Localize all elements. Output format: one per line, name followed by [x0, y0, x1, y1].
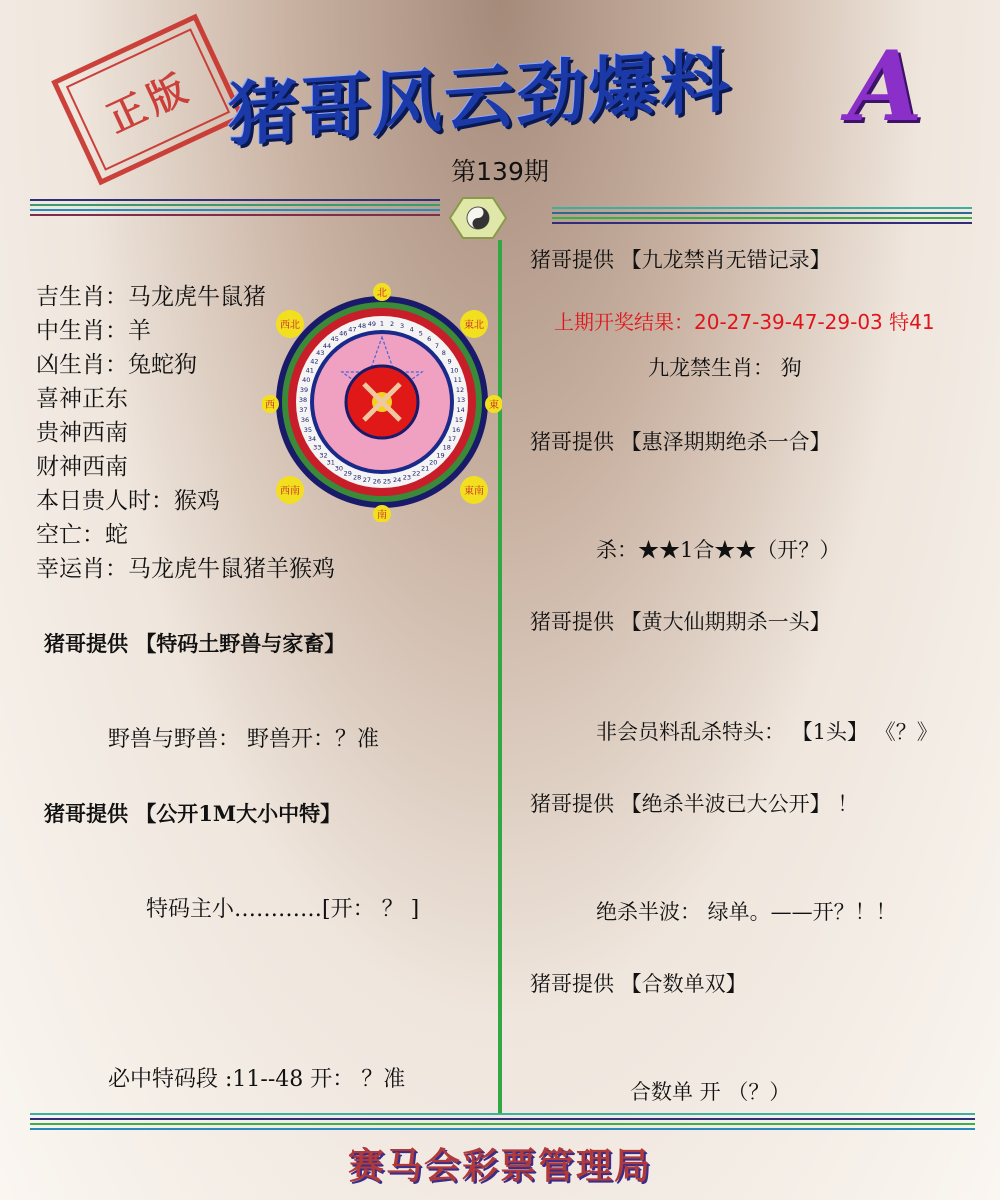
section-value: 野兽与野兽： 野兽开：？准	[108, 727, 379, 752]
wheel-number: 21	[420, 464, 430, 473]
wheel-number: 32	[319, 451, 328, 460]
wheel-number: 28	[352, 473, 362, 482]
section-header: 猪哥提供 【公开1M大小中特】	[44, 801, 342, 826]
wheel-number: 12	[455, 385, 465, 394]
wheel-number: 10	[450, 366, 459, 375]
wheel-number: 2	[390, 320, 395, 329]
wheel-number: 44	[322, 341, 332, 350]
section-header: 猪哥提供 【九龙禁肖无错记录】	[530, 248, 831, 272]
wheel-number: 14	[456, 406, 465, 415]
section-value: 合数单 开 （？）	[630, 1080, 791, 1104]
section-value: 必中特码段 :11--48 开： ？准	[108, 1067, 406, 1092]
zodiac-line: 凶生肖：兔蛇狗	[36, 352, 197, 378]
authentic-stamp: 正版	[51, 14, 245, 186]
wheel-number: 15	[454, 416, 464, 425]
wheel-number: 13	[456, 395, 466, 404]
wheel-number: 36	[300, 416, 310, 425]
wheel-number: 33	[313, 443, 322, 452]
direction-label: 西北	[280, 320, 300, 331]
wheel-number: 24	[392, 476, 402, 485]
wheel-number: 35	[303, 425, 313, 434]
wheel-number: 39	[299, 385, 309, 394]
direction-label: 西	[265, 400, 275, 411]
wheel-number: 34	[307, 435, 317, 444]
issue-number: 第139期	[451, 157, 549, 186]
section-header: 猪哥提供 【特码土野兽与家畜】	[44, 631, 346, 656]
zodiac-line: 中生肖：羊	[36, 318, 151, 344]
wheel-number: 46	[339, 329, 348, 338]
direction-label: 東南	[464, 486, 484, 497]
section-value: 特码主小…………[开： ？ ]	[146, 897, 420, 922]
wheel-number: 26	[372, 477, 382, 486]
top-right-divider	[552, 204, 972, 230]
wheel-number: 31	[326, 458, 335, 467]
wheel-number: 49	[367, 320, 377, 329]
section-value: 绝杀半波： 绿单。——开？！！	[596, 900, 897, 924]
bagua-icon	[448, 196, 508, 240]
wheel-number: 48	[357, 322, 367, 331]
last-draw-result: 上期开奖结果：20-27-39-47-29-03 特41	[554, 310, 935, 334]
edition-letter: A	[848, 30, 923, 143]
wheel-number: 7	[434, 341, 440, 350]
zodiac-line: 财神西南	[36, 454, 128, 480]
wheel-number: 1	[379, 319, 385, 328]
wheel-number: 19	[436, 451, 445, 460]
wheel-number: 37	[299, 406, 308, 415]
wheel-number: 42	[310, 357, 319, 366]
wheel-number: 22	[412, 469, 421, 478]
footer-organization: 赛马会彩票管理局	[347, 1146, 652, 1187]
wheel-number: 18	[442, 443, 451, 452]
direction-label: 南	[377, 510, 387, 521]
section-header: 猪哥提供 【惠泽期期绝杀一合】	[530, 430, 831, 454]
wheel-number: 30	[334, 464, 344, 473]
direction-label: 北	[377, 288, 387, 299]
wheel-number: 45	[330, 335, 339, 344]
section-value: 杀：★★1合★★（开？）	[596, 538, 841, 562]
wheel-number: 4	[409, 325, 414, 334]
section-value: 九龙禁生肖： 狗	[648, 356, 802, 380]
zodiac-line: 本日贵人时：猴鸡	[36, 488, 220, 514]
bottom-divider	[30, 1110, 975, 1136]
wheel-number: 41	[305, 366, 314, 375]
section-header: 猪哥提供 【合数单双】	[530, 972, 747, 996]
zodiac-line: 空亡：蛇	[36, 522, 128, 548]
page-title: 猪哥风云劲爆料	[228, 39, 732, 157]
wheel-number: 11	[453, 376, 462, 385]
section-header: 猪哥提供 【黄大仙期期杀一头】	[530, 610, 831, 634]
wheel-number: 23	[402, 473, 412, 482]
wheel-number: 38	[298, 395, 308, 404]
wheel-number: 20	[429, 458, 438, 467]
direction-label: 東北	[464, 320, 484, 331]
zodiac-line: 喜神正东	[36, 386, 128, 412]
wheel-number: 6	[427, 335, 432, 344]
wheel-number: 5	[418, 329, 423, 338]
wheel-number: 47	[348, 325, 357, 334]
zodiac-line: 吉生肖：马龙虎牛鼠猪	[36, 284, 266, 310]
wheel-number: 17	[447, 435, 457, 444]
wheel-number: 29	[343, 469, 352, 478]
wheel-number: 40	[302, 376, 311, 385]
wheel-number: 43	[316, 349, 325, 358]
section-value: 非会员料乱杀特头： 【1头】 《？》	[596, 720, 938, 744]
wheel-number: 9	[447, 357, 452, 366]
direction-label: 西南	[280, 486, 300, 497]
direction-label: 東	[489, 400, 499, 411]
section-header: 猪哥提供 【绝杀半波已大公开】 ！	[530, 792, 859, 816]
wheel-number: 25	[382, 477, 392, 486]
top-left-divider	[30, 196, 440, 222]
wheel-number: 8	[441, 349, 446, 358]
wheel-number: 3	[399, 322, 405, 331]
wheel-number: 16	[451, 425, 461, 434]
zodiac-line: 幸运肖：马龙虎牛鼠猪羊猴鸡	[36, 556, 335, 582]
wheel-number: 27	[362, 476, 372, 485]
zodiac-line: 贵神西南	[36, 420, 128, 446]
fortune-wheel	[262, 282, 502, 522]
